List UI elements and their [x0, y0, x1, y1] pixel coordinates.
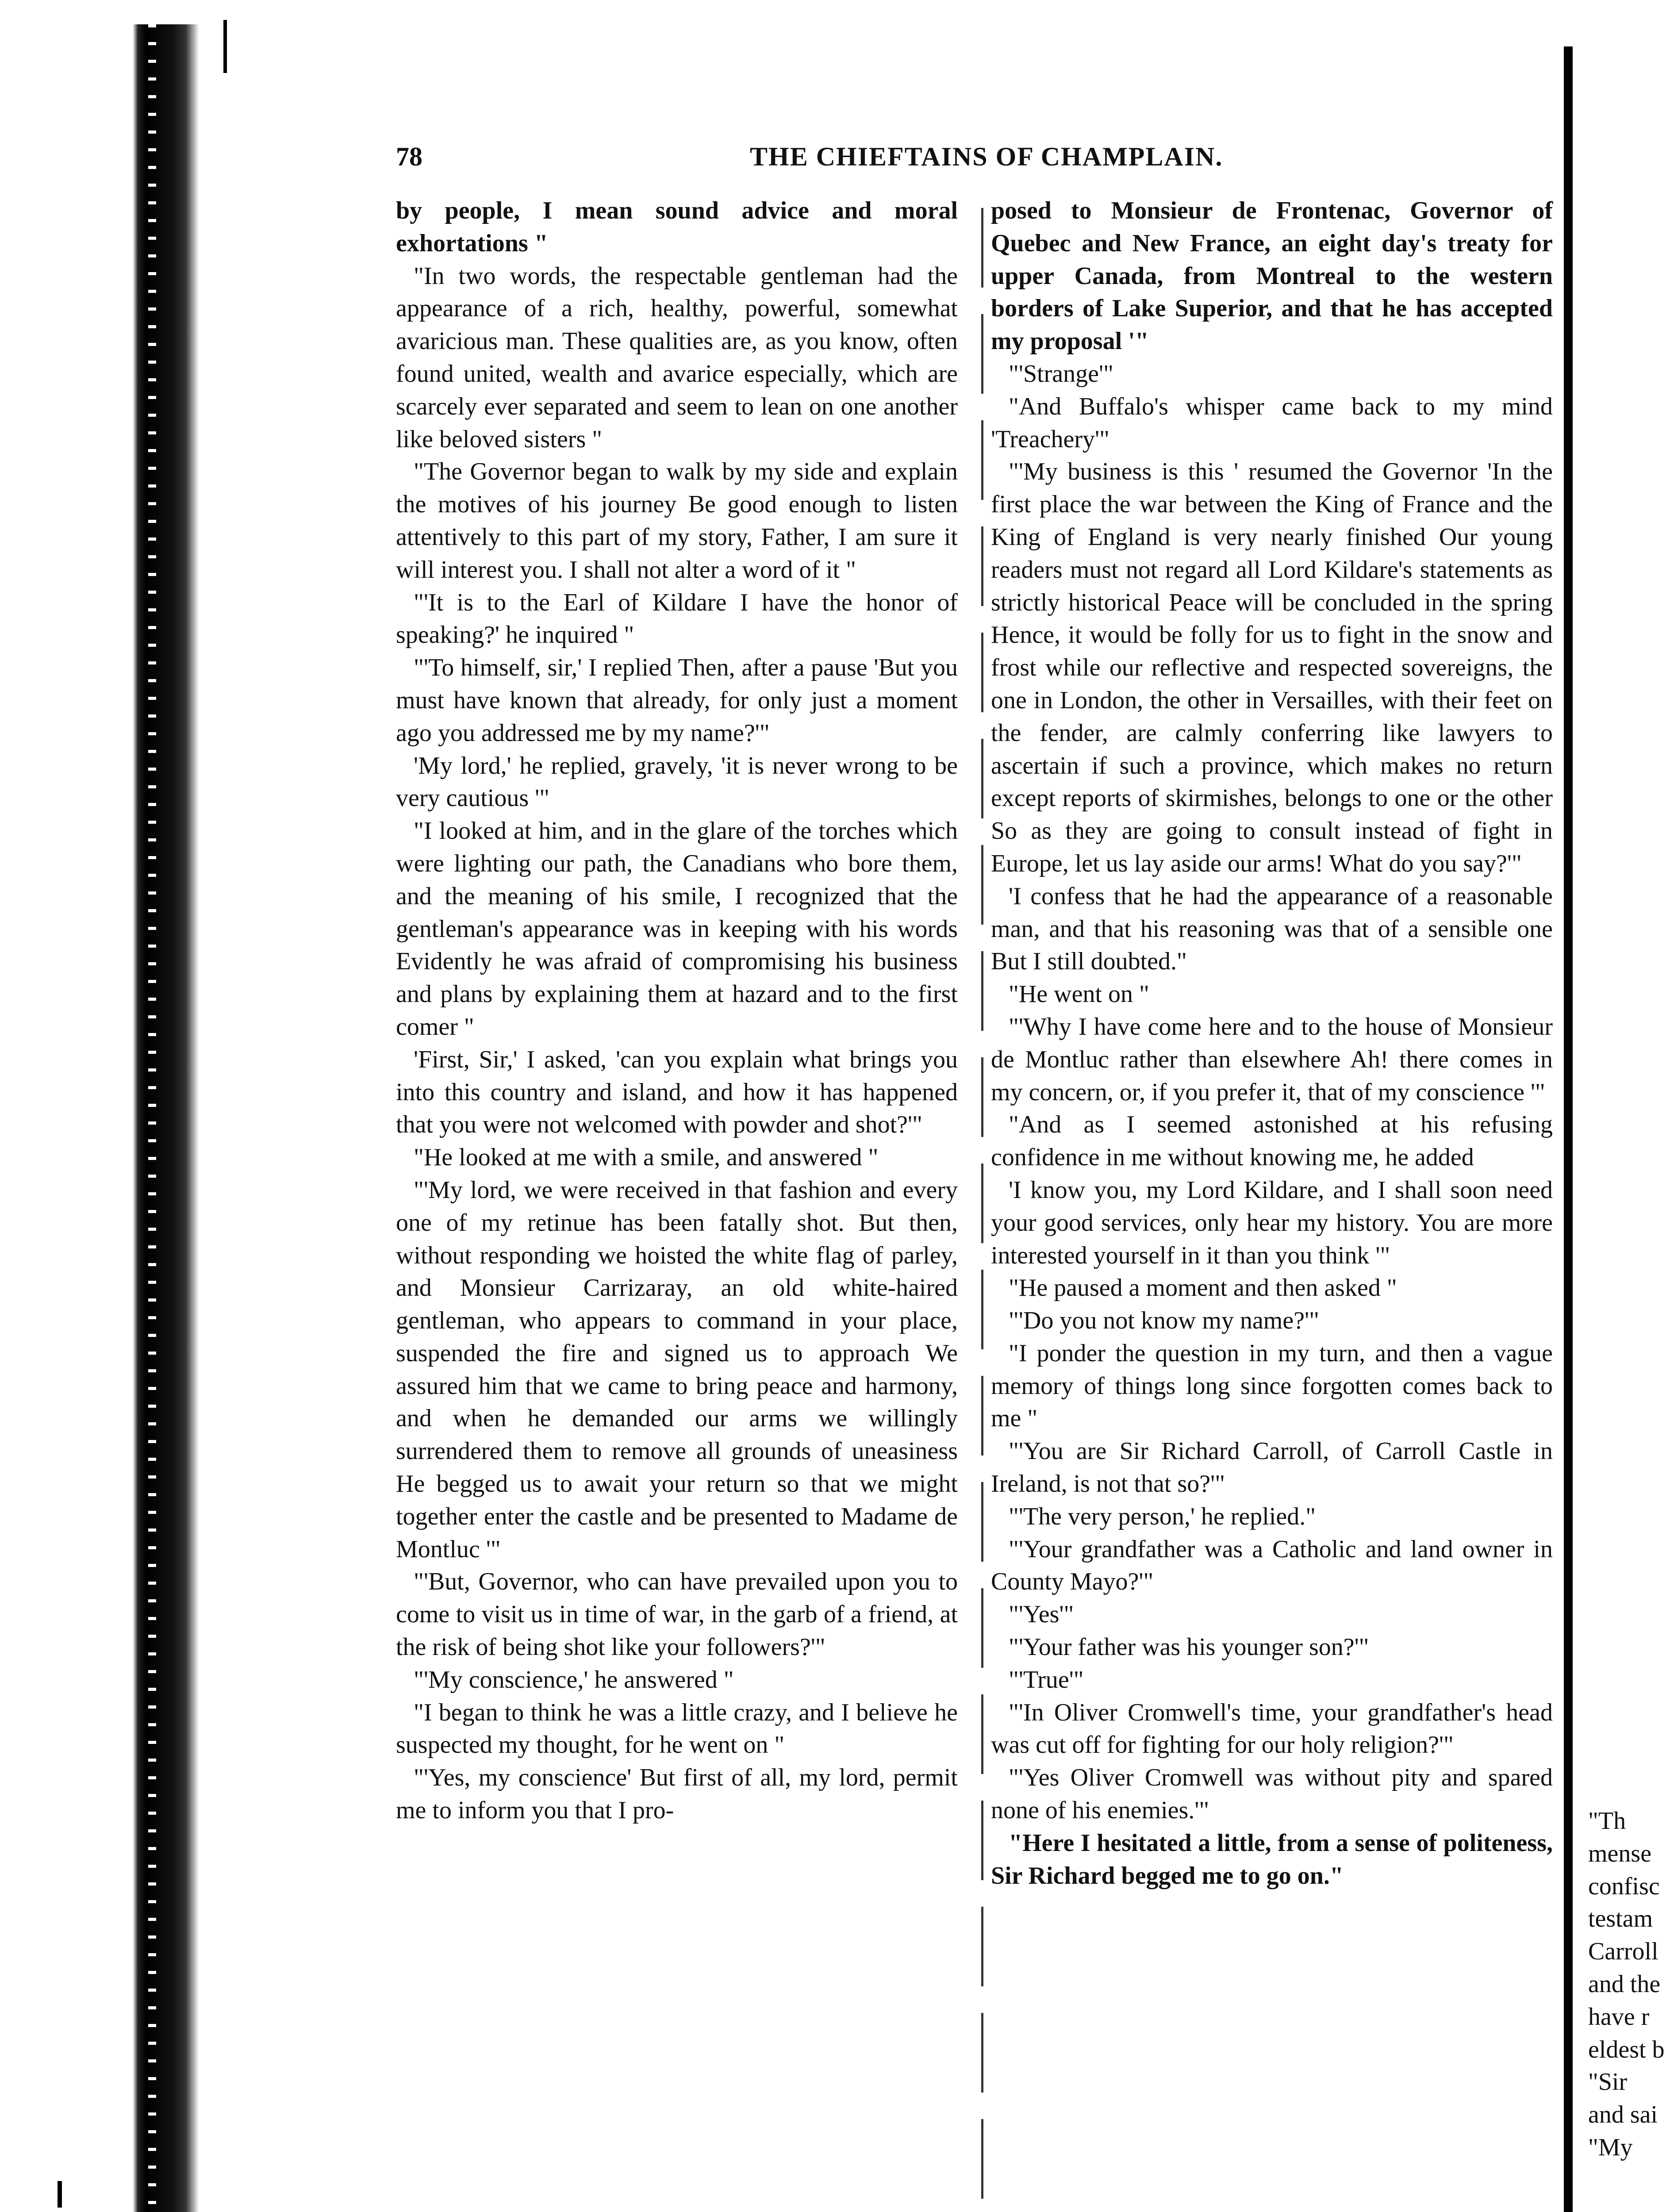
paragraph: "'You are Sir Richard Carroll, of Carroll Castle in Ireland, is not that so?'": [991, 1437, 1553, 1498]
fragment-line: confisc: [1588, 1872, 1660, 1900]
fragment-line: testam: [1588, 1905, 1653, 1933]
paragraph: "'The very person,' he replied.": [1009, 1502, 1316, 1530]
paragraph: "I looked at him, and in the glare of the torches which were lighting our path, the Canadians who bore them, and the meaning of his smile, I recognized that the gentleman's appearance was in keeping with his words Evidently he was afraid of compromising his business and plans by explaining them at hazard and to the first comer ": [396, 817, 958, 1041]
paragraph: "'My business is this ' resumed the Governor 'In the first place the war between the King of France and the King of England is very nearly finished Our young readers must not regard all Lord Kildare's statements as strictly historical Peace will be concluded in the spring Hence, it would be folly for us to fight in the snow and frost while our reflective and respected sovereigns, the one in London, the other in Versailles, with their feet on the fender, are calmly conferring like lawyers to ascertain if such a province, which makes no return except reports of skirmishes, belongs to one or the other So as they are going to consult instead of fight in Europe, let us lay aside our arms! What do you say?'": [991, 458, 1553, 877]
column-divider: [981, 208, 983, 2212]
fragment-line: have r: [1588, 2003, 1650, 2031]
fragment-line: "Th: [1588, 1807, 1626, 1835]
paragraph: by people, I mean sound advice and moral exhortations ": [396, 197, 958, 257]
page-binding-shadow: [133, 24, 199, 2212]
paragraph: "'My conscience,' he answered ": [414, 1666, 734, 1694]
fragment-line: eldest b: [1588, 2035, 1665, 2063]
fragment-line: "My: [1588, 2133, 1633, 2161]
paragraph: "In two words, the respectable gentleman had the appearance of a rich, healthy, powerful, somewhat avaricious man. These qualities are, as you know, often found united, wealth and avarice especially, which are scarcely ever separated and seem to lean on one another like beloved sisters ": [396, 262, 958, 453]
paragraph: "I began to think he was a little crazy, and I believe he suspected my thought, for he went on ": [396, 1698, 958, 1759]
paragraph: 'First, Sir,' I asked, 'can you explain what brings you into this country and island, and how it has happened that you were not welcomed with powder and shot?'": [396, 1045, 958, 1139]
next-page-edge: [1564, 46, 1573, 2212]
paragraph: "He looked at me with a smile, and answered ": [414, 1144, 879, 1171]
paragraph: "And as I seemed astonished at his refusing confidence in me without knowing me, he added: [991, 1111, 1553, 1171]
fragment-line: mense: [1588, 1839, 1652, 1867]
paragraph: "'True'": [1009, 1666, 1084, 1694]
next-page-fragment: [1588, 1805, 1666, 2164]
paragraph: "'Yes'": [1009, 1601, 1074, 1628]
fragment-line: Carroll: [1588, 1938, 1658, 1966]
fragment-line: "Sir: [1588, 2068, 1628, 2096]
right-text-column: [991, 195, 1553, 1892]
paragraph: "'But, Governor, who can have prevailed upon you to come to visit us in time of war, in the garb of a friend, at the risk of being shot like your followers?'": [396, 1568, 958, 1661]
paragraph: "'Yes, my conscience' But first of all, my lord, permit me to inform you that I pro-: [396, 1764, 958, 1824]
paragraph: "'In Oliver Cromwell's time, your grandfather's head was cut off for fighting for our holy religion?'": [991, 1698, 1553, 1759]
paragraph: "'Why I have come here and to the house of Monsieur de Montluc rather than elsewhere Ah! there comes in my concern, or, if you prefer it, that of my conscience '": [991, 1013, 1553, 1106]
paragraph: 'My lord,' he replied, gravely, 'it is never wrong to be very cautious '": [396, 752, 958, 812]
paragraph: "I ponder the question in my turn, and then a vague memory of things long since forgotten comes back to me ": [991, 1339, 1553, 1432]
paragraph: "And Buffalo's whisper came back to my mind 'Treachery'": [991, 392, 1553, 453]
paragraph: posed to Monsieur de Frontenac, Governor of Quebec and New France, an eight day's treaty for upper Canada, from Montreal to the western borders of Lake Superior, and that he has accepted my proposal '": [991, 197, 1553, 355]
paragraph: 'I know you, my Lord Kildare, and I shall soon need your good services, only hear my history. You are more interested yourself in it than you think '": [991, 1176, 1553, 1269]
paragraph: "'Yes Oliver Cromwell was without pity and spared none of his enemies.'": [991, 1764, 1553, 1824]
paragraph: "'Do you not know my name?'": [1009, 1307, 1320, 1335]
page-number: 78: [396, 142, 422, 171]
paragraph: "'To himself, sir,' I replied Then, after a pause 'But you must have known that already, for only just a moment ago you addressed me by my name?'": [396, 654, 958, 747]
running-title: THE CHIEFTAINS OF CHAMPLAIN.: [750, 142, 1223, 171]
paragraph: "He went on ": [1009, 980, 1149, 1008]
scan-speck: [58, 2181, 62, 2208]
paragraph: 'I confess that he had the appearance of a reasonable man, and that his reasoning was that of a sensible one But I still doubted.": [991, 882, 1553, 975]
scan-speck: [223, 20, 227, 73]
paragraph: "The Governor began to walk by my side and explain the motives of his journey Be good enough to listen attentively to this part of my story, Father, I am sure it will interest you. I shall not alter a word of it ": [396, 458, 958, 584]
fragment-line: and sai: [1588, 2101, 1658, 2129]
paragraph: "'Strange'": [1009, 360, 1113, 388]
paragraph: "'It is to the Earl of Kildare I have the honor of speaking?' he inquired ": [396, 588, 958, 649]
paragraph: "Here I hesitated a little, from a sense of politeness, Sir Richard begged me to go on.": [991, 1829, 1553, 1889]
paragraph: "'Your grandfather was a Catholic and land owner in County Mayo?'": [991, 1535, 1553, 1596]
fragment-line: and the: [1588, 1970, 1661, 1998]
paragraph: "'Your father was his younger son?'": [1009, 1633, 1369, 1661]
paragraph: "'My lord, we were received in that fashion and every one of my retinue has been fatally shot. But then, without responding we hoisted the white flag of parley, and Monsieur Carrizaray, an old white-haired gentleman, who appears to command in your place, suspended the fire and signed us to approach We assured him that we came to bring peace and harmony, and when he demanded our arms we willingly surrendered them to remove all grounds of uneasiness He begged us to await your return so that we might together enter the castle and be presented to Madame de Montluc '": [396, 1176, 958, 1563]
left-text-column: [396, 195, 958, 1827]
paragraph: "He paused a moment and then asked ": [1009, 1274, 1397, 1302]
page-header: [396, 142, 1564, 186]
